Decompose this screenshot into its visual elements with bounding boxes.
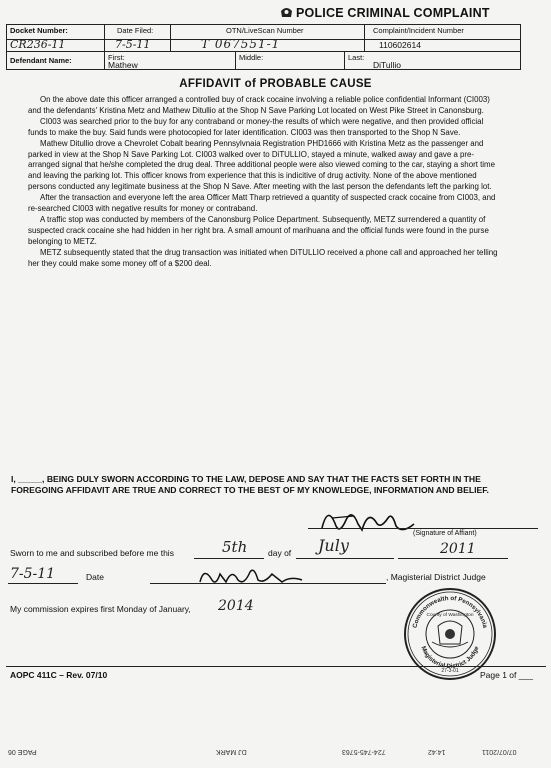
commonwealth-seal-icon (280, 6, 293, 18)
complaint-value-cell (365, 40, 520, 52)
judge-label: , Magisterial District Judge (386, 572, 486, 582)
signature-line (308, 528, 538, 529)
day-line (194, 558, 264, 559)
affidavit-paragraph: A traffic stop was conducted by members of the Canonsburg Police Department. Subsequently, METZ surrendered a quantity of suspected crack cocaine she had hidden in her right bra. A small amount of marihuana and the official funds were found in the purse belonging to METZ. (28, 214, 489, 246)
form-code: AOPC 411C – Rev. 07/10 (10, 670, 108, 680)
docket-value: CR236-11 (10, 38, 66, 51)
judge-line (150, 583, 386, 584)
form-title: POLICE CRIMINAL COMPLAINT (296, 6, 490, 20)
affidavit-paragraph: CI003 was searched prior to the buy for any contraband or money-the results of which were negative, and then provided official funds to make the buy. Said funds were photocopied for later identification. CI003 was then transported to the Shop N Save. (28, 116, 484, 137)
commission-text: My commission expires first Monday of January, (10, 604, 191, 614)
date-filed-value-cell (105, 40, 171, 52)
fax-phone: 724-745-5763 (342, 748, 386, 755)
month-line (296, 558, 394, 559)
seal-county-text: County of Washington (426, 613, 474, 618)
date-line (8, 583, 78, 584)
fax-date: 07/07/2011 (482, 748, 517, 755)
fax-header-strip (0, 748, 551, 764)
footer-rule (6, 666, 546, 667)
otn-value: T 067551-1 (201, 37, 281, 51)
defendant-label: Defendant Name: (10, 56, 72, 65)
day-value: 5th (222, 538, 248, 556)
official-seal (402, 586, 498, 682)
affiant-signature (318, 500, 428, 540)
affidavit-paragraph: Mathew Ditullio drove a Chevrolet Cobalt bearing Pennsylvnaia Registration PHD1666 with Kristina Metz as the passenger and parked in view at the Shop N Save Parking Lot. CI003 walked over to DiTULLIO, stayed a minute, walked away and gave a pre-arranged signal that he/she completed the drug deal. Three additional people were also viewed coming to the car, staying a short time and leaving the parking lot. This officer knows from experience that this is indicitive of drug activity. None of the above mentioned persons conducted any legitimate business at the Shop N Save. After meeting with the last person the defendants left the parking lot. (28, 138, 495, 192)
fax-time: 14:42 (428, 748, 446, 755)
fax-page: PAGE 06 (8, 748, 37, 755)
sworn-text: Sworn to me and subscribed before me this (10, 548, 174, 558)
oath-statement: I, _____, BEING DULY SWORN ACCORDING TO THE LAW, DEPOSE AND SAY THAT THE FACTS SET FORTH IN THE FOREGOING AFFIDAVIT ARE TRUE AND CORRECT TO THE BEST OF MY KNOWLEDGE, INFORMATION AND BELIEF. (11, 474, 489, 495)
first-name-cell (105, 52, 235, 69)
complaint-label-cell (365, 25, 520, 40)
last-name-value: DiTullio (373, 60, 402, 70)
date-filed-value: 7-5-11 (115, 38, 151, 51)
middle-label: Middle: (239, 53, 264, 62)
complaint-value: 110602614 (379, 40, 421, 50)
otn-value-cell (171, 37, 365, 52)
otn-label: OTN/LiveScan Number (226, 26, 304, 35)
middle-name-cell (235, 52, 345, 69)
header-fields-box (6, 24, 521, 70)
seal-top-text: Commonwealth of Pennsylvania (411, 594, 489, 629)
fax-name: DJ MARK (216, 748, 247, 755)
seal-bottom-text: Magisterial District Judge (419, 645, 481, 671)
judge-signature (196, 562, 312, 588)
last-label: Last: (348, 53, 365, 62)
year-value: 2011 (440, 541, 476, 557)
first-name-value: Mathew (108, 60, 138, 70)
date-label: Date (86, 572, 104, 582)
date-value: 7-5-11 (10, 566, 56, 582)
month-value: July (318, 536, 349, 555)
defendant-label-cell (7, 52, 105, 69)
docket-label: Docket Number: (10, 26, 68, 35)
affidavit-body (28, 95, 500, 270)
complaint-label: Complaint/Incident Number (373, 26, 464, 35)
seal-number: 27-3-01 (441, 668, 459, 674)
day-of-label: day of (268, 548, 292, 558)
affidavit-paragraph: On the above date this officer arranged a controlled buy of crack cocaine involving a reliable police confidential Informant (CI003) and the defendants' Kristina Metz and Mathew Ditullio at the Shop N Save Parking Lot located on West Pike Street in Canonsburg. (28, 95, 490, 115)
first-label: First: (108, 53, 125, 62)
affidavit-paragraph: METZ subsequently stated that the drug transaction was initiated when DiTULLIO received a phone call and approached her telling her they could make some money off of a $200 deal. (28, 247, 498, 268)
affidavit-title: AFFIDAVIT of PROBABLE CAUSE (179, 78, 372, 90)
affidavit-paragraph: After the transaction and everyone left the area Officer Matt Tharp retrieved a quantity of suspected crack cocaine from CI003, and re-searched CI003 with negative results for money or contraband. (28, 193, 496, 214)
page-count: Page 1 of ___ (480, 670, 533, 680)
commission-year: 2014 (218, 598, 254, 614)
date-filed-label: Date Filed: (117, 26, 154, 35)
docket-value-cell (7, 40, 105, 52)
year-line (398, 558, 508, 559)
signature-label: (Signature of Affiant) (413, 530, 477, 537)
last-name-cell (345, 52, 520, 69)
